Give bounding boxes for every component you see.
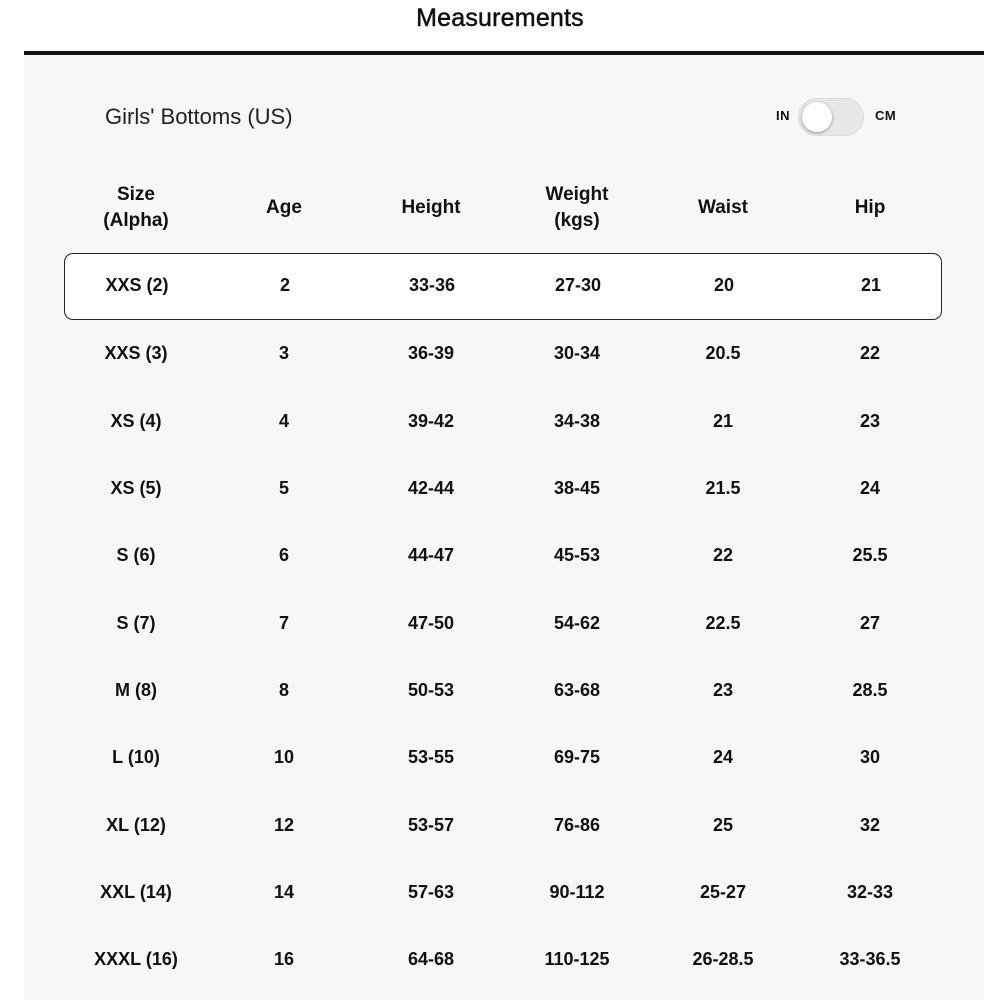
waist-cell: 24: [712, 747, 734, 768]
height-cell: 64-68: [407, 949, 455, 970]
age-cell: 14: [273, 881, 295, 902]
size-cell: XXXL (16): [94, 949, 178, 970]
weight-cell: 90-112: [549, 881, 605, 902]
size-chart-name: Girls' Bottoms (US): [105, 104, 293, 129]
table-row[interactable]: [64, 455, 942, 522]
waist-cell: 20.5: [705, 343, 741, 364]
weight-cell: 76-86: [553, 814, 601, 835]
column-header-hip: Hip: [854, 197, 886, 218]
table-row[interactable]: [64, 859, 942, 926]
age-cell: 6: [278, 545, 289, 566]
column-header-age: Age: [266, 197, 302, 218]
height-cell: 53-57: [407, 814, 455, 835]
weight-cell: 110-125: [544, 949, 610, 970]
waist-cell: 26-28.5: [692, 949, 754, 970]
size-table: [64, 172, 942, 993]
hip-cell: 23: [859, 410, 881, 431]
table-row[interactable]: [64, 522, 942, 589]
weight-cell: 30-34: [553, 343, 601, 364]
table-row[interactable]: [64, 589, 942, 656]
hip-cell: 21: [860, 274, 882, 295]
waist-cell: 23: [712, 679, 734, 700]
weight-cell: 63-68: [553, 679, 601, 700]
height-cell: 33-36: [408, 274, 456, 295]
waist-cell: 21.5: [705, 478, 741, 499]
unit-switch[interactable]: [798, 98, 864, 136]
column-header-size: Size (Alpha): [103, 184, 169, 231]
table-row[interactable]: [64, 388, 942, 455]
waist-cell: 25: [712, 814, 734, 835]
switch-knob[interactable]: [802, 102, 832, 132]
height-cell: 47-50: [407, 612, 455, 633]
height-cell: 44-47: [407, 545, 455, 566]
size-cell: XXS (2): [105, 274, 169, 295]
column-header-waist: Waist: [698, 197, 748, 218]
hip-cell: 24: [859, 478, 881, 499]
weight-cell: 54-62: [553, 612, 601, 633]
age-cell: 16: [273, 949, 295, 970]
waist-cell: 21: [712, 410, 734, 431]
size-cell: XL (12): [106, 814, 166, 835]
age-cell: 3: [278, 343, 289, 364]
weight-cell: 69-75: [553, 747, 601, 768]
height-cell: 39-42: [407, 410, 455, 431]
table-row[interactable]: [64, 657, 942, 724]
size-cell: L (10): [112, 747, 160, 768]
size-cell: M (8): [115, 679, 157, 700]
age-cell: 2: [279, 274, 290, 295]
age-cell: 12: [273, 814, 295, 835]
height-cell: 53-55: [407, 747, 455, 768]
age-cell: 10: [273, 747, 295, 768]
age-cell: 7: [278, 612, 289, 633]
weight-cell: 45-53: [553, 545, 601, 566]
weight-cell: 38-45: [553, 478, 601, 499]
hip-cell: 33-36.5: [839, 949, 901, 970]
hip-cell: 32: [859, 814, 881, 835]
unit-in-label: IN: [776, 108, 790, 123]
weight-cell: 27-30: [554, 274, 602, 295]
size-cell: S (6): [116, 545, 156, 566]
waist-cell: 22: [712, 545, 734, 566]
table-header-row: [64, 172, 942, 244]
table-row[interactable]: [64, 320, 942, 387]
column-header-height: Height: [401, 197, 461, 218]
hip-cell: 28.5: [852, 679, 888, 700]
height-cell: 50-53: [407, 679, 455, 700]
hip-cell: 22: [859, 343, 881, 364]
weight-cell: 34-38: [553, 410, 601, 431]
size-cell: XS (5): [110, 478, 162, 499]
size-cell: XXL (14): [100, 881, 172, 902]
hip-cell: 25.5: [852, 545, 888, 566]
table-row[interactable]: [64, 926, 942, 993]
size-cell: S (7): [116, 612, 156, 633]
size-cell: XS (4): [110, 410, 162, 431]
height-cell: 57-63: [407, 881, 455, 902]
table-row[interactable]: [64, 791, 942, 858]
waist-cell: 22.5: [705, 612, 741, 633]
waist-cell: 20: [713, 274, 735, 295]
column-header-weight: Weight (kgs): [545, 184, 609, 231]
waist-cell: 25-27: [699, 881, 747, 902]
height-cell: 36-39: [407, 343, 455, 364]
hip-cell: 32-33: [846, 881, 894, 902]
age-cell: 5: [278, 478, 289, 499]
unit-cm-label: CM: [875, 108, 897, 123]
age-cell: 4: [278, 410, 289, 431]
hip-cell: 27: [859, 612, 881, 633]
age-cell: 8: [278, 679, 289, 700]
hip-cell: 30: [859, 747, 881, 768]
unit-toggle[interactable]: [774, 96, 914, 140]
table-row[interactable]: [64, 724, 942, 791]
table-row[interactable]: [64, 253, 942, 320]
height-cell: 42-44: [407, 478, 455, 499]
size-cell: XXS (3): [104, 343, 168, 364]
page-title: Measurements: [416, 4, 584, 32]
